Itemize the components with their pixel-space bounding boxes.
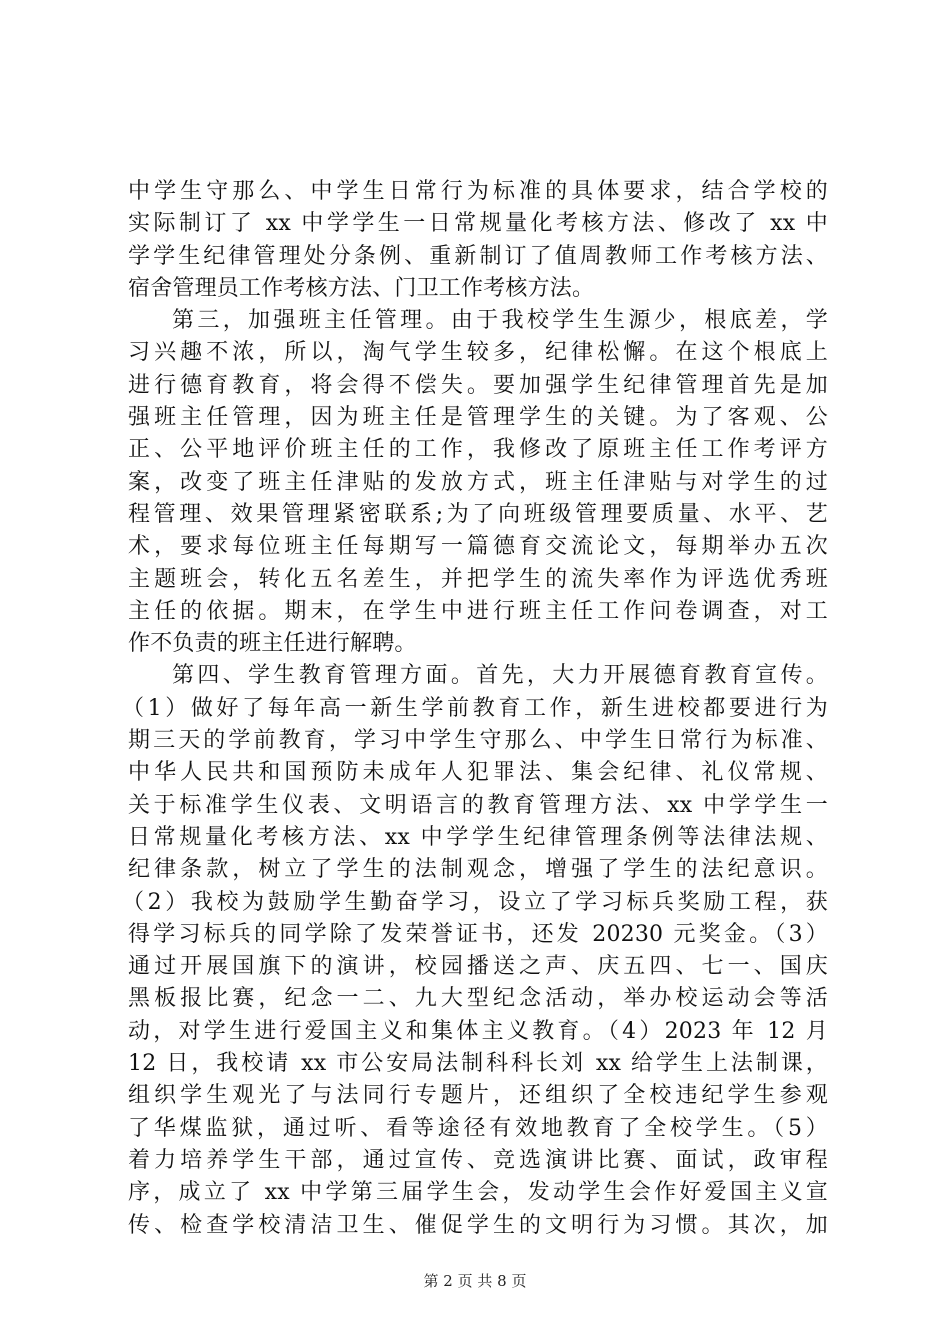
text-line: 期三天的学前教育，学习中学生守那么、中学生日常行为标准、 bbox=[128, 728, 828, 754]
text-line: 第四、学生教育管理方面。首先，大力开展德育教育宣传。 bbox=[172, 663, 828, 689]
text-line: 通过开展国旗下的演讲，校园播送之声、庆五四、七一、国庆 bbox=[128, 954, 828, 980]
text-line: 实际制订了 xx 中学学生一日常规量化考核方法、修改了 xx 中 bbox=[128, 211, 828, 237]
text-line: 主任的依据。期末，在学生中进行班主任工作问卷调查，对工 bbox=[128, 598, 828, 624]
text-line: 12 日，我校请 xx 市公安局法制科科长刘 xx 给学生上法制课， bbox=[128, 1051, 828, 1077]
text-line: 组织学生观光了与法同行专题片，还组织了全校违纪学生参观 bbox=[128, 1083, 828, 1109]
text-line: 案，改变了班主任津贴的发放方式，班主任津贴与对学生的过 bbox=[128, 469, 828, 495]
text-line: 了华煤监狱，通过听、看等途径有效地教育了全校学生。（5） bbox=[128, 1115, 828, 1141]
text-line: 得学习标兵的同学除了发荣誉证书，还发 20230 元奖金。（3） bbox=[128, 921, 828, 947]
text-line: （2）我校为鼓励学生勤奋学习，设立了学习标兵奖励工程，获 bbox=[122, 889, 828, 915]
text-line: 着力培养学生干部，通过宣传、竞选演讲比赛、面试，政审程 bbox=[128, 1147, 828, 1173]
text-line: 第三，加强班主任管理。由于我校学生生源少，根底差，学 bbox=[172, 308, 828, 334]
text-line: 动，对学生进行爱国主义和集体主义教育。（4）2023 年 12 月 bbox=[128, 1018, 828, 1044]
text-line: 程管理、效果管理紧密联系;为了向班级管理要质量、水平、艺 bbox=[128, 501, 828, 527]
page-footer: 第 2 页 共 8 页 bbox=[423, 1272, 527, 1290]
text-line: 中学生守那么、中学生日常行为标准的具体要求，结合学校的 bbox=[128, 179, 828, 204]
text-line: 关于标准学生仪表、文明语言的教育管理方法、xx 中学学生一 bbox=[128, 792, 828, 818]
text-line: 进行德育教育，将会得不偿失。要加强学生纪律管理首先是加 bbox=[128, 372, 828, 398]
text-line: 传、检查学校清洁卫生、催促学生的文明行为习惯。其次，加 bbox=[128, 1212, 828, 1238]
text-line: 正、公平地评价班主任的工作，我修改了原班主任工作考评方 bbox=[128, 437, 828, 463]
text-line: 纪律条款，树立了学生的法制观念，增强了学生的法纪意识。 bbox=[128, 857, 828, 883]
text-line: 中华人民共和国预防未成年人犯罪法、集会纪律、礼仪常规、 bbox=[128, 760, 828, 786]
text-line: 日常规量化考核方法、xx 中学学生纪律管理条例等法律法规、 bbox=[128, 824, 828, 850]
text-line: 作不负责的班主任进行解聘。 bbox=[128, 631, 417, 657]
text-line: （1）做好了每年高一新生学前教育工作，新生进校都要进行为 bbox=[122, 695, 828, 721]
text-line: 术，要求每位班主任每期写一篇德育交流论文，每期举办五次 bbox=[128, 534, 828, 560]
body-text bbox=[122, 176, 828, 1242]
text-line: 序，成立了 xx 中学第三届学生会，发动学生会作好爱国主义宣 bbox=[128, 1180, 828, 1206]
text-line: 学学生纪律管理处分条例、重新制订了值周教师工作考核方法、 bbox=[128, 243, 828, 269]
text-line: 习兴趣不浓，所以，淘气学生较多，纪律松懈。在这个根底上 bbox=[128, 340, 828, 366]
text-line: 强班主任管理，因为班主任是管理学生的关键。为了客观、公 bbox=[128, 405, 828, 431]
text-line: 黑板报比赛，纪念一二、九大型纪念活动，举办校运动会等活 bbox=[128, 986, 828, 1012]
text-line: 主题班会，转化五名差生，并把学生的流失率作为评选优秀班 bbox=[128, 566, 828, 592]
text-line: 宿舍管理员工作考核方法、门卫工作考核方法。 bbox=[128, 275, 595, 301]
